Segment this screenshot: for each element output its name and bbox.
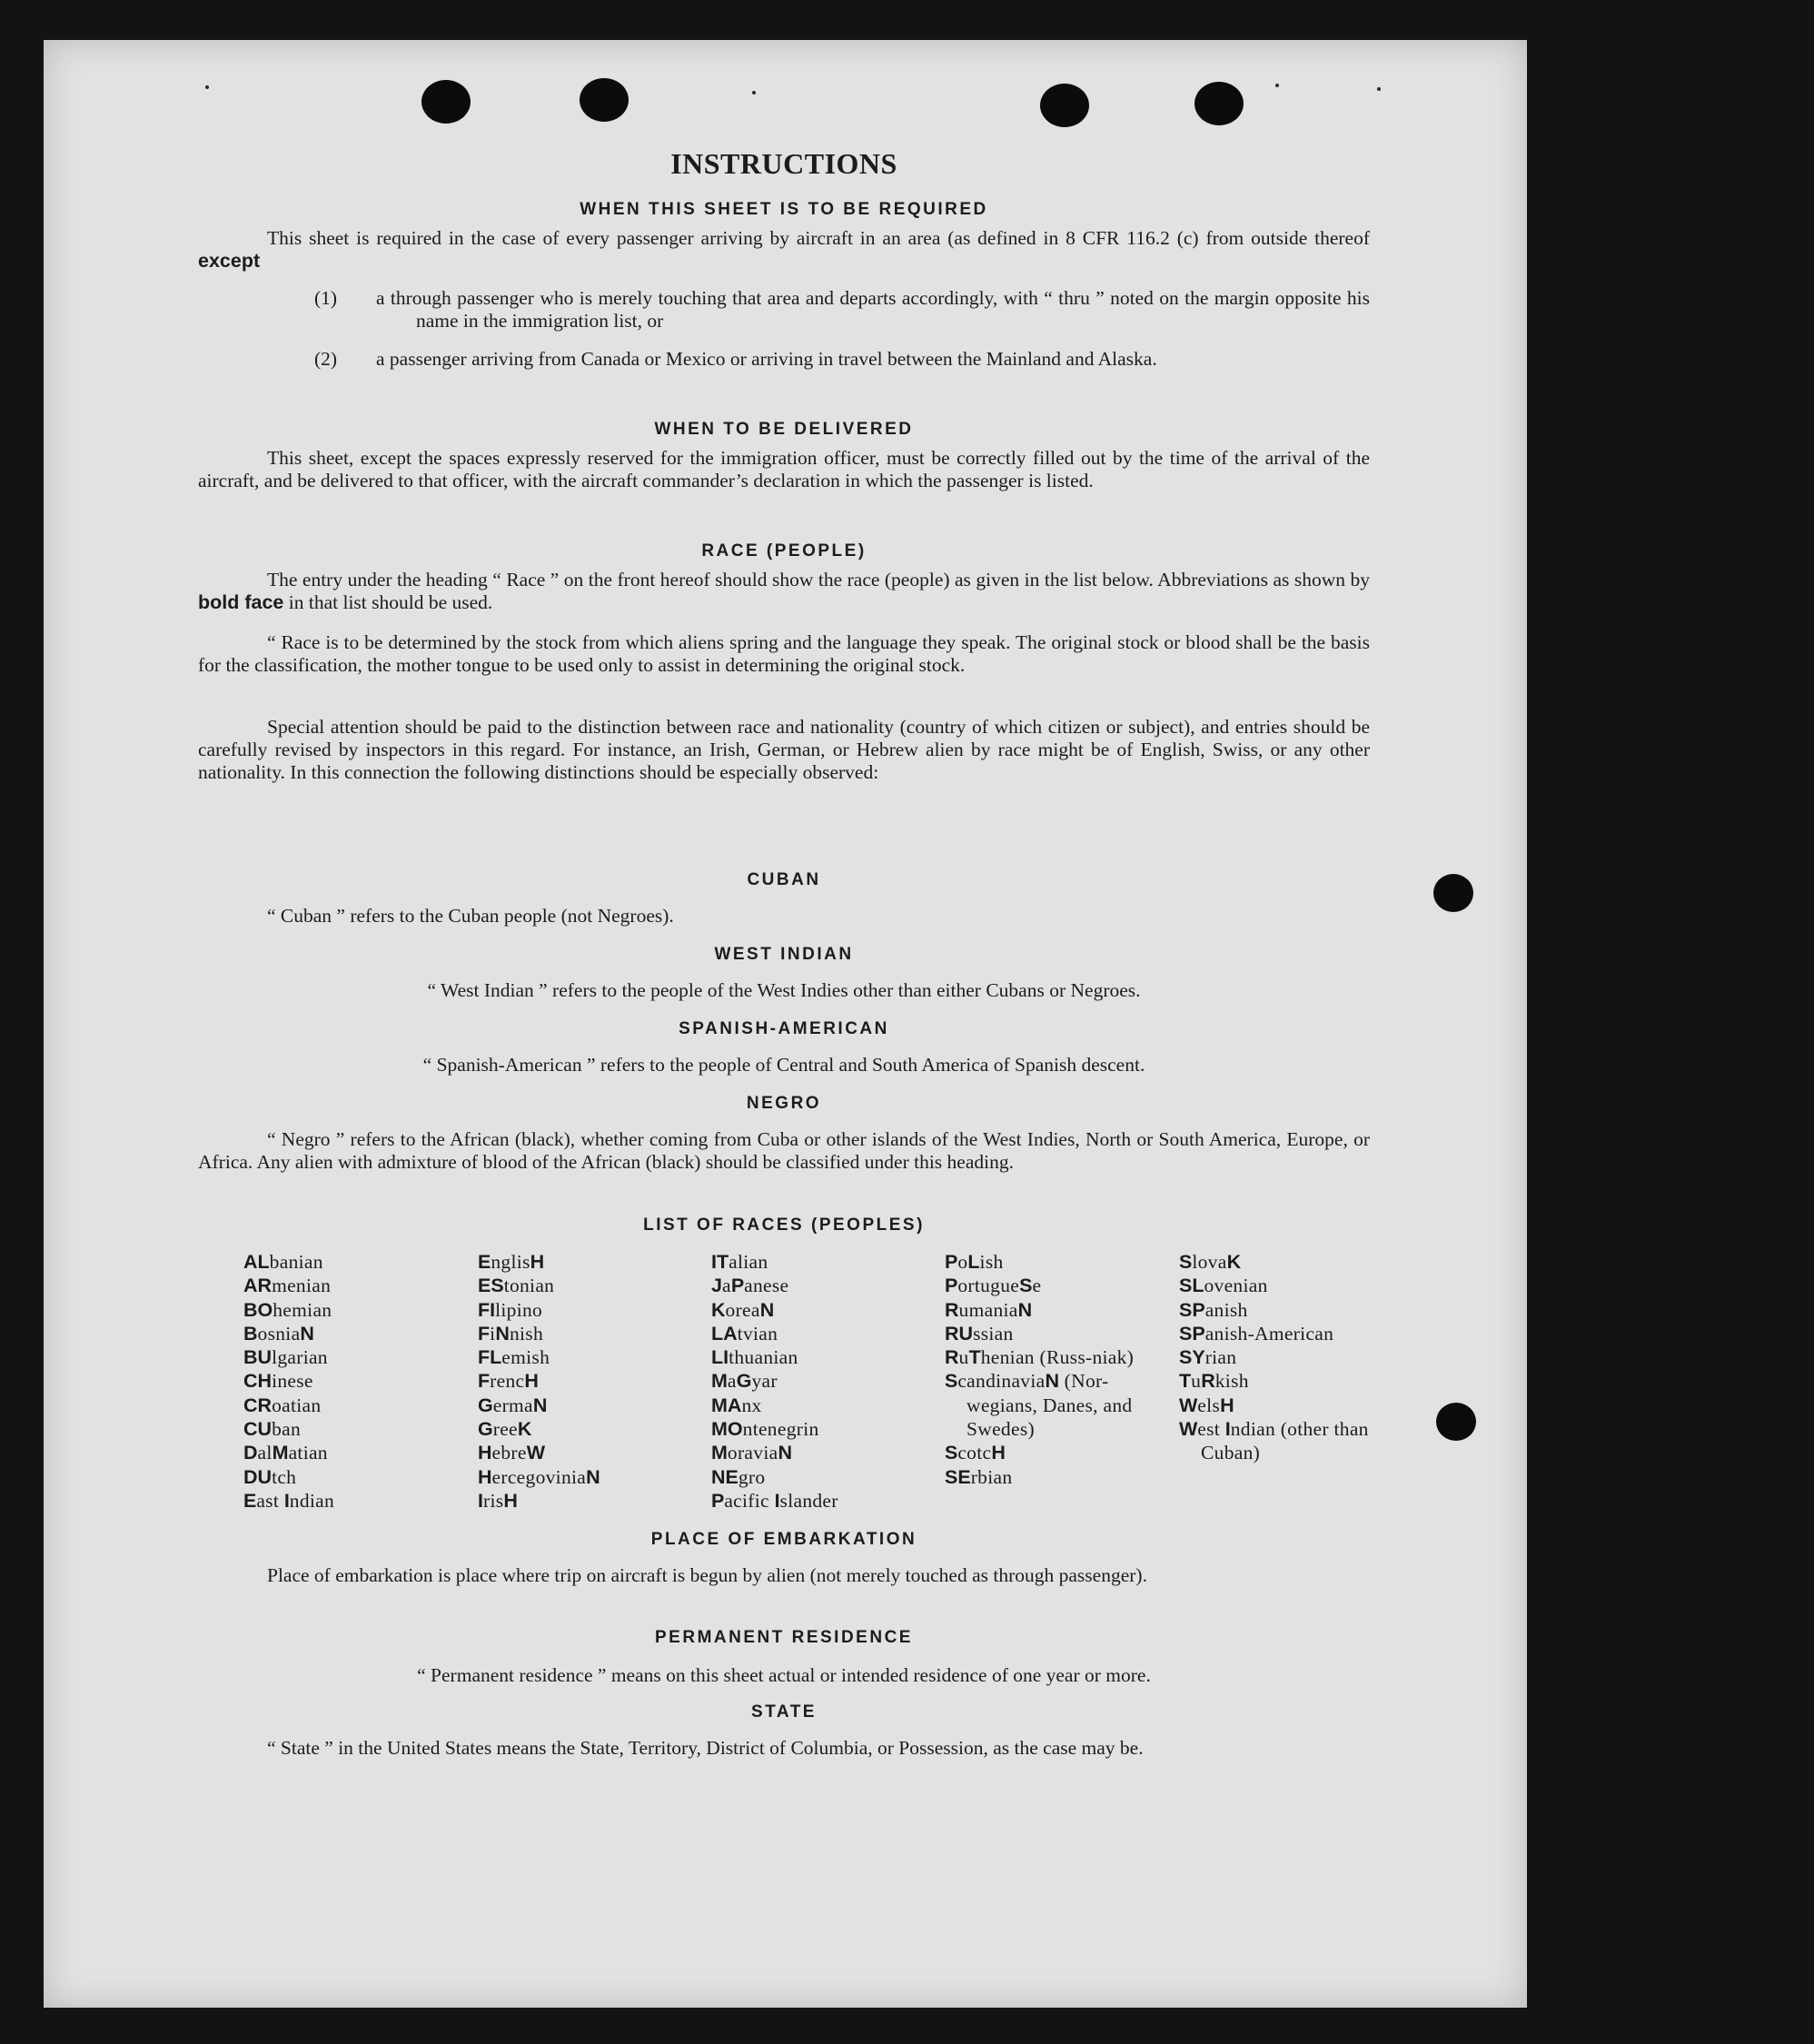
race-abbreviation: H — [991, 1442, 1006, 1464]
punch-hole — [1194, 82, 1244, 125]
race-text: slander — [779, 1489, 838, 1512]
race-entry — [711, 1394, 940, 1417]
race-column — [1179, 1250, 1408, 1465]
race-abbreviation: N — [778, 1442, 792, 1464]
race-column — [711, 1250, 940, 1513]
race-abbreviation: P — [711, 1489, 725, 1512]
race-entry — [243, 1274, 472, 1297]
race-abbreviation: CU — [243, 1418, 273, 1441]
heading-when-required: WHEN THIS SHEET IS TO BE REQUIRED — [580, 200, 988, 219]
race-entry — [945, 1369, 1174, 1441]
race-abbreviation: I — [1224, 1418, 1231, 1441]
race-entry — [478, 1250, 707, 1274]
race-text: ntenegrin — [742, 1418, 819, 1441]
race-abbreviation: I — [774, 1489, 780, 1512]
race-text: rbian — [970, 1465, 1013, 1488]
race-abbreviation: P — [945, 1275, 958, 1297]
race-abbreviation: SP — [1179, 1322, 1205, 1344]
race-text: gro — [738, 1465, 766, 1488]
residence-text: “ Permanent residence ” means on this sheet actual or intended residence of one year or more. — [417, 1664, 1151, 1686]
race-abbreviation: F — [478, 1370, 491, 1393]
race-paragraph-1 — [198, 569, 1370, 614]
race-text: emish — [501, 1346, 550, 1369]
race-abbreviation: FL — [478, 1346, 502, 1369]
race-text: yar — [751, 1370, 778, 1393]
race-list — [198, 1250, 1370, 1523]
punch-hole — [1040, 84, 1089, 127]
race-abbreviation: G — [478, 1418, 493, 1441]
race-text: orea — [725, 1298, 760, 1321]
speck — [752, 91, 756, 94]
race-abbreviation: T — [968, 1346, 981, 1369]
heading-list-of-races: LIST OF RACES (PEOPLES) — [643, 1215, 925, 1235]
race-entry — [243, 1345, 472, 1369]
race-text: ovenian — [1204, 1275, 1268, 1297]
speck — [1275, 84, 1279, 87]
race-abbreviation: LI — [711, 1346, 729, 1369]
race-text: est — [1197, 1418, 1225, 1441]
race-entry — [243, 1417, 472, 1441]
race-abbreviation: H — [530, 1251, 545, 1273]
race-entry — [243, 1465, 472, 1489]
race-entry — [478, 1441, 707, 1464]
race-text: o — [957, 1251, 968, 1273]
race-abbreviation: N — [495, 1322, 510, 1344]
race-abbreviation: R — [1201, 1370, 1215, 1393]
race-entry — [478, 1465, 707, 1489]
speck — [205, 85, 209, 89]
race-text: anese — [744, 1275, 789, 1297]
race-text: lova — [1192, 1251, 1227, 1273]
race-entry — [243, 1394, 472, 1417]
race-entry — [945, 1274, 1174, 1297]
race-abbreviation: AR — [243, 1275, 273, 1297]
race-entry — [478, 1274, 707, 1297]
race-entry — [711, 1322, 940, 1345]
race-text: thuanian — [729, 1346, 798, 1369]
race-text: ssian — [973, 1322, 1014, 1344]
race-abbreviation: H — [524, 1370, 539, 1393]
required-item-1 — [198, 287, 1370, 332]
race-text: hemian — [273, 1298, 332, 1321]
race-abbreviation: MO — [711, 1418, 743, 1441]
state-text: “ State ” in the United States means the State, Territory, District of Columbia, or Possession, as the case may be. — [267, 1737, 1144, 1759]
race-entry — [243, 1489, 472, 1513]
race-text: erma — [492, 1394, 533, 1416]
heading-when-delivered: WHEN TO BE DELIVERED — [654, 420, 914, 439]
race-text: lgarian — [272, 1346, 328, 1369]
race-abbreviation: G — [736, 1370, 752, 1393]
heading-negro: NEGRO — [746, 1094, 822, 1113]
delivered-text: This sheet, except the spaces expressly reserved for the immigration officer, must be correctly filled out by the time of the arrival of the aircraft, and be delivered to that officer, with the aircraft commander’s declaration in which the passenger is listed. — [198, 447, 1370, 491]
race-text: tonian — [503, 1275, 555, 1297]
race-abbreviation: B — [243, 1322, 258, 1344]
race-abbreviation: S — [945, 1442, 958, 1464]
race-entry — [1179, 1250, 1408, 1274]
race-entry — [478, 1417, 707, 1441]
race-entry — [711, 1250, 940, 1274]
race-abbreviation: BU — [243, 1346, 273, 1369]
race-entry — [711, 1274, 940, 1297]
race-p1-text: The entry under the heading “ Race ” on the front hereof should show the race (people) as given in the list below. Abbreviations as shown by — [267, 569, 1370, 590]
race-abbreviation: NE — [711, 1465, 738, 1488]
speck — [1377, 87, 1381, 91]
race-entry — [711, 1345, 940, 1369]
race-abbreviation: H — [478, 1442, 492, 1464]
race-entry — [1179, 1322, 1408, 1345]
race-p1-tail: in that list should be used. — [288, 591, 493, 613]
race-abbreviation: N — [1045, 1370, 1059, 1393]
race-entry — [945, 1322, 1174, 1345]
race-abbreviation: H — [503, 1489, 518, 1512]
race-text: nglis — [491, 1251, 530, 1273]
race-entry — [945, 1250, 1174, 1274]
page-title: INSTRUCTIONS — [670, 147, 897, 180]
race-text: oatian — [272, 1394, 322, 1416]
race-abbreviation: D — [243, 1442, 258, 1464]
race-entry — [945, 1441, 1174, 1464]
required-intro-text: This sheet is required in the case of every passenger arriving by aircraft in an area (as defined in 8 CFR 116.2 (c) from outside thereof — [267, 227, 1370, 249]
race-entry — [243, 1322, 472, 1345]
required-intro — [198, 227, 1370, 273]
race-text: alian — [729, 1251, 768, 1273]
race-entry — [711, 1441, 940, 1464]
race-entry — [711, 1298, 940, 1322]
heading-state: STATE — [751, 1702, 817, 1722]
race-text: oravia — [727, 1442, 778, 1464]
race-text: ercegovinia — [491, 1465, 587, 1488]
race-entry — [1179, 1274, 1408, 1297]
race-entry — [945, 1298, 1174, 1322]
race-abbreviation: E — [478, 1251, 491, 1273]
race-text: ndian — [289, 1489, 335, 1512]
race-abbreviation: MA — [711, 1394, 742, 1416]
race-abbreviation: M — [711, 1370, 728, 1393]
item-number: (1) — [314, 287, 338, 309]
race-entry — [1179, 1369, 1408, 1393]
punch-hole — [1433, 874, 1473, 912]
race-text: anish — [1204, 1298, 1248, 1321]
race-text: tvian — [737, 1322, 778, 1344]
race-abbreviation: P — [730, 1275, 745, 1297]
race-abbreviation: M — [711, 1442, 728, 1464]
race-text: rian — [1204, 1346, 1237, 1369]
heading-permanent-residence: PERMANENT RESIDENCE — [655, 1628, 913, 1647]
race-entry — [711, 1417, 940, 1441]
race-abbreviation: I — [478, 1489, 483, 1512]
race-abbreviation: M — [272, 1442, 289, 1464]
race-abbreviation: N — [1017, 1298, 1033, 1321]
required-intro-except: except — [198, 250, 261, 272]
race-abbreviation: LA — [711, 1322, 738, 1344]
heading-race: RACE (PEOPLE) — [701, 541, 867, 561]
race-abbreviation: SE — [945, 1465, 971, 1488]
race-text: al — [257, 1442, 273, 1464]
race-text: banian — [269, 1251, 323, 1273]
race-text: ris — [482, 1489, 504, 1512]
race-abbreviation: W — [1179, 1394, 1198, 1416]
race-paragraph-3: Special attention should be paid to the distinction between race and nationality (country of which citizen or subject), and entries should be carefully revised by inspectors in this regard. For instance, an Irish, German, or Hebrew alien by race might be of English, Swiss, or any other nationality. In this connection the following distinctions should be especially observed: — [198, 716, 1370, 783]
race-column — [478, 1250, 707, 1513]
race-text: (Nor-wegians, Danes, and Swedes) — [966, 1370, 1133, 1441]
race-entry — [478, 1489, 707, 1513]
race-abbreviation: P — [945, 1251, 958, 1273]
race-text: i — [490, 1322, 496, 1344]
heading-spanish-american: SPANISH-AMERICAN — [679, 1019, 889, 1038]
race-text: anish-American — [1204, 1322, 1334, 1344]
race-abbreviation: I — [283, 1489, 290, 1512]
race-text: kish — [1214, 1370, 1249, 1393]
race-entry — [1179, 1417, 1408, 1465]
race-abbreviation: AL — [243, 1251, 270, 1273]
race-text: renc — [490, 1370, 525, 1393]
race-entry — [478, 1394, 707, 1417]
race-abbreviation: H — [478, 1465, 492, 1488]
race-abbreviation: K — [517, 1418, 532, 1441]
item-text: a passenger arriving from Canada or Mexico or arriving in travel between the Mainland and Alaska. — [376, 348, 1157, 370]
race-entry — [945, 1345, 1174, 1369]
race-entry — [478, 1369, 707, 1393]
race-abbreviation: ES — [478, 1275, 504, 1297]
race-text: ortugue — [957, 1275, 1020, 1297]
race-abbreviation: CR — [243, 1394, 273, 1416]
race-abbreviation: BO — [243, 1298, 273, 1321]
race-abbreviation: N — [300, 1322, 314, 1344]
race-entry — [243, 1298, 472, 1322]
race-text: ish — [979, 1251, 1004, 1273]
race-abbreviation: F — [478, 1322, 491, 1344]
punch-hole — [580, 78, 629, 122]
punch-hole — [1436, 1403, 1476, 1441]
race-entry — [478, 1298, 707, 1322]
race-entry — [1179, 1298, 1408, 1322]
spanish-american-text: “ Spanish-American ” refers to the people of Central and South America of Spanish descent. — [422, 1054, 1145, 1076]
race-entry — [478, 1322, 707, 1345]
race-abbreviation: N — [532, 1394, 548, 1416]
race-text: candinavia — [957, 1370, 1046, 1393]
race-text: a — [721, 1275, 731, 1297]
race-abbreviation: SL — [1179, 1275, 1204, 1297]
race-entry — [945, 1465, 1174, 1489]
race-abbreviation: E — [243, 1489, 257, 1512]
race-text: u — [958, 1346, 969, 1369]
race-text: ndian (other than Cuban) — [1201, 1418, 1369, 1464]
race-entry — [711, 1489, 940, 1513]
race-text: ree — [492, 1418, 518, 1441]
race-abbreviation: RU — [945, 1322, 974, 1344]
race-abbreviation: R — [945, 1346, 959, 1369]
race-text: menian — [272, 1275, 332, 1297]
race-abbreviation: S — [1019, 1275, 1033, 1297]
race-text: inese — [272, 1370, 313, 1393]
race-entry — [243, 1369, 472, 1393]
race-entry — [1179, 1345, 1408, 1369]
race-text: cotc — [957, 1442, 992, 1464]
west-indian-text: “ West Indian ” refers to the people of the West Indies other than either Cubans or Negroes. — [427, 979, 1141, 1001]
item-number: (2) — [314, 348, 338, 370]
race-abbreviation: DU — [243, 1465, 273, 1488]
cuban-text: “ Cuban ” refers to the Cuban people (not Negroes). — [267, 905, 674, 927]
race-text: u — [1191, 1370, 1202, 1393]
race-text: e — [1032, 1275, 1042, 1297]
race-text: henian (Russ-niak) — [980, 1346, 1135, 1369]
race-abbreviation: S — [1179, 1251, 1193, 1273]
document-page — [44, 40, 1527, 2008]
race-text: atian — [288, 1442, 328, 1464]
race-entry — [243, 1250, 472, 1274]
heading-west-indian: WEST INDIAN — [714, 945, 854, 964]
race-text: nx — [741, 1394, 762, 1416]
race-abbreviation: R — [945, 1298, 959, 1321]
race-abbreviation: T — [1179, 1370, 1192, 1393]
race-abbreviation: G — [478, 1394, 493, 1416]
race-abbreviation: K — [711, 1298, 726, 1321]
race-column — [945, 1250, 1174, 1489]
race-abbreviation: S — [945, 1370, 958, 1393]
race-text: lipino — [495, 1298, 543, 1321]
embarkation-text: Place of embarkation is place where trip on aircraft is begun by alien (not merely touched as through passenger). — [267, 1564, 1147, 1586]
race-abbreviation: IT — [711, 1251, 729, 1273]
race-abbreviation: CH — [243, 1370, 273, 1393]
race-entry — [243, 1441, 472, 1464]
race-entry — [1179, 1394, 1408, 1417]
race-text: ban — [272, 1418, 302, 1441]
race-column — [243, 1250, 472, 1513]
race-text: tch — [272, 1465, 297, 1488]
negro-text: “ Negro ” refers to the African (black), whether coming from Cuba or other islands of the West Indies, North or South America, Europe, or Africa. Any alien with admixture of blood of the African (black) should be classified under this heading. — [198, 1128, 1370, 1173]
heading-place-of-embarkation: PLACE OF EMBARKATION — [650, 1530, 917, 1549]
race-text: acific — [724, 1489, 775, 1512]
race-abbreviation: SP — [1179, 1298, 1205, 1321]
race-text: a — [727, 1370, 737, 1393]
race-abbreviation: FI — [478, 1298, 496, 1321]
item-text: a through passenger who is merely touching that area and departs accordingly, with “ thru ” noted on the margin opposite his name in the immigration list, or — [376, 287, 1370, 332]
race-abbreviation: W — [1179, 1418, 1198, 1441]
race-entry — [711, 1369, 940, 1393]
race-abbreviation: W — [526, 1442, 546, 1464]
race-text: osnia — [257, 1322, 301, 1344]
race-abbreviation: J — [711, 1275, 722, 1297]
race-abbreviation: K — [1226, 1251, 1242, 1273]
heading-cuban: CUBAN — [747, 870, 821, 889]
race-text: ebre — [491, 1442, 527, 1464]
race-text: ast — [256, 1489, 284, 1512]
race-entry — [478, 1345, 707, 1369]
race-abbreviation: L — [967, 1251, 980, 1273]
punch-hole — [421, 80, 471, 124]
race-text: nish — [509, 1322, 543, 1344]
race-p1-bold: bold face — [198, 591, 284, 613]
race-abbreviation: SY — [1179, 1346, 1205, 1369]
race-abbreviation: H — [1220, 1394, 1234, 1416]
required-item-2 — [198, 348, 1370, 371]
race-paragraph-2: “ Race is to be determined by the stock from which aliens spring and the language they speak. The original stock or blood shall be the basis for the classification, the mother tongue to be used only to assist in determining the original stock. — [198, 631, 1370, 676]
race-entry — [711, 1465, 940, 1489]
race-text: els — [1197, 1394, 1221, 1416]
race-abbreviation: N — [586, 1465, 600, 1488]
race-abbreviation: N — [759, 1298, 775, 1321]
race-text: umania — [958, 1298, 1018, 1321]
